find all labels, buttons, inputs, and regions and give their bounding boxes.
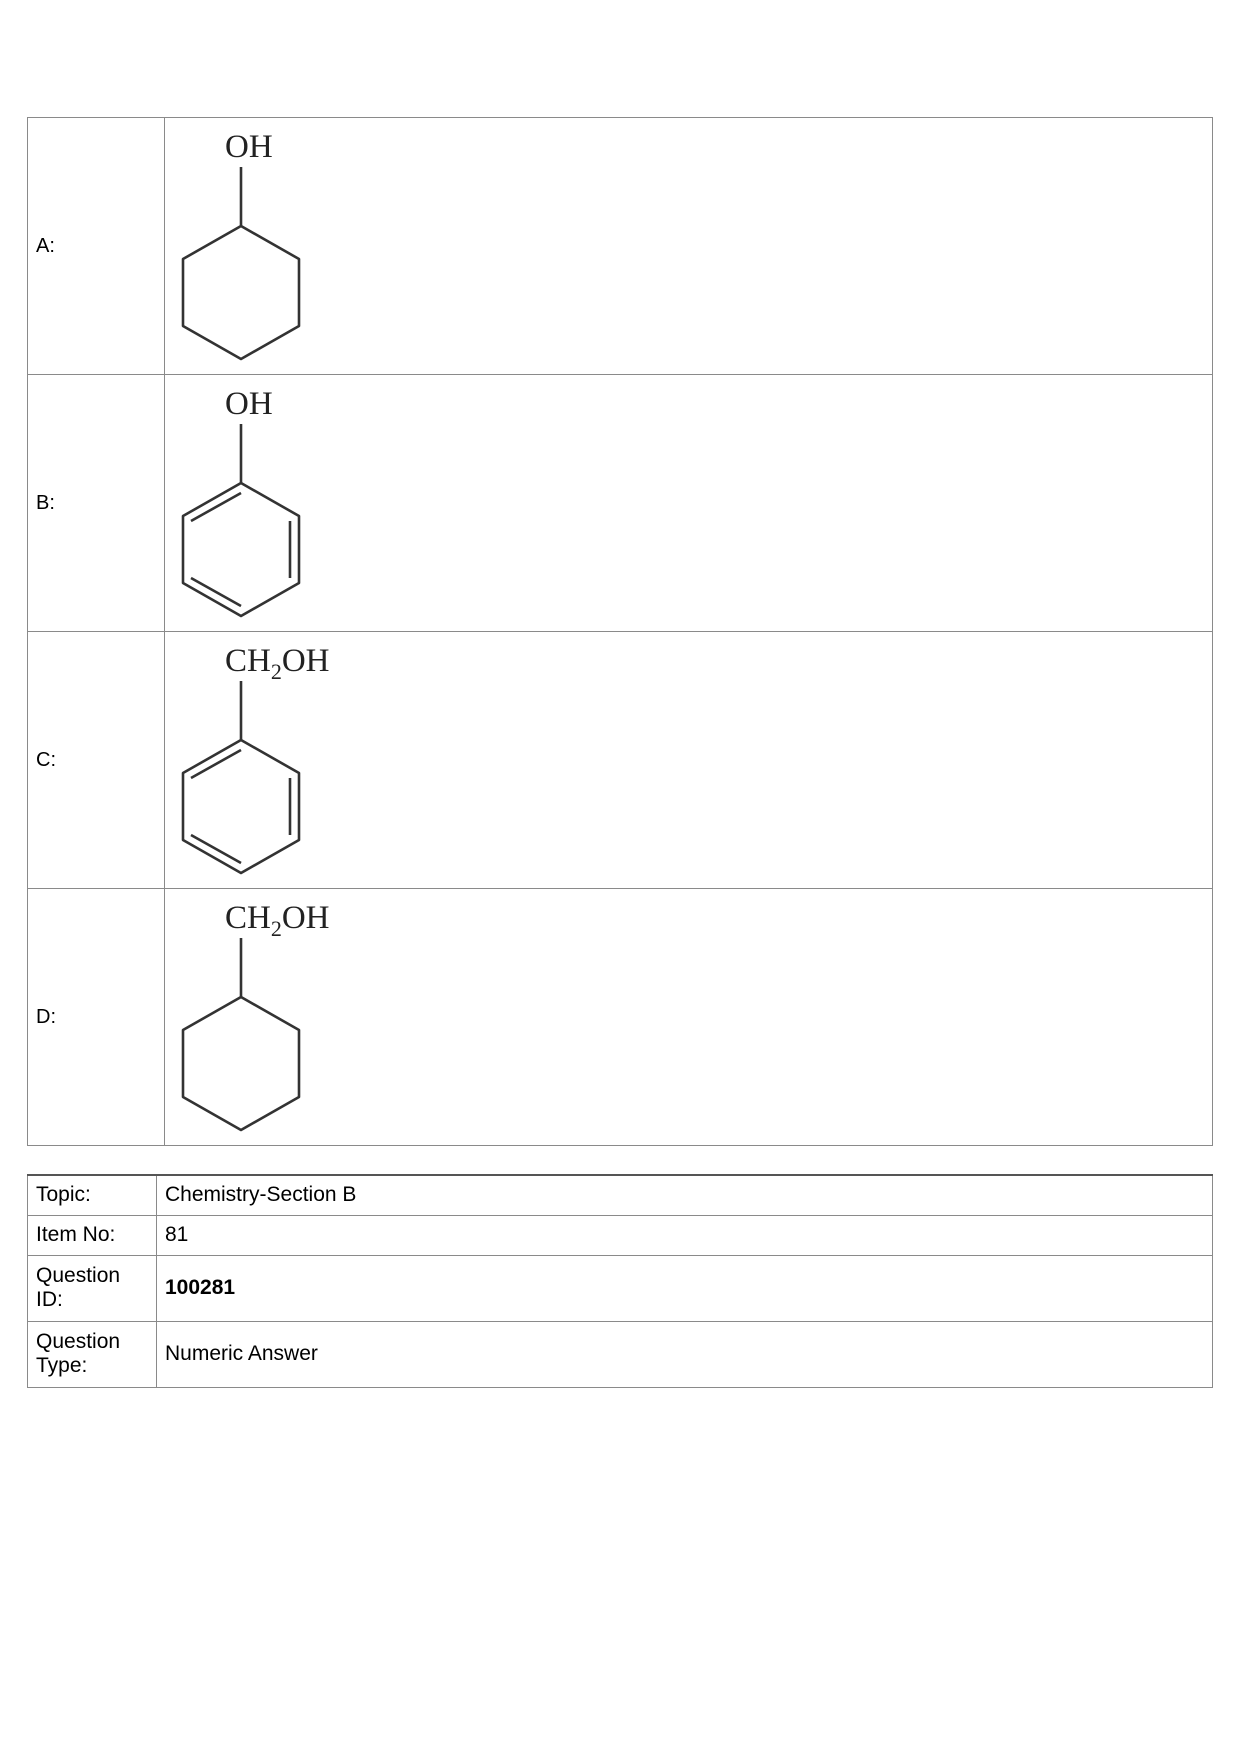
topic-label: Topic:	[28, 1175, 157, 1215]
option-row-a	[28, 118, 1213, 375]
item-no-value: 81	[157, 1215, 1213, 1255]
option-structure-b	[165, 375, 1213, 632]
question-type-label: Question Type:	[28, 1321, 157, 1387]
option-label-a: A:	[28, 118, 165, 375]
cyclohexylmethanol-structure	[165, 890, 1215, 1145]
benzene-ring-icon	[183, 740, 299, 873]
benzyl-alcohol-structure	[165, 633, 1215, 888]
option-label-b: B:	[28, 375, 165, 632]
question-id-value: 100281	[157, 1255, 1213, 1321]
option-structure-c	[165, 632, 1213, 889]
option-label-c: C:	[28, 632, 165, 889]
question-id-label: Question ID:	[28, 1255, 157, 1321]
option-row-d	[28, 889, 1213, 1146]
meta-row-question-type	[28, 1321, 1213, 1387]
meta-row-topic	[28, 1175, 1213, 1215]
group-label-a: OH	[225, 128, 273, 165]
group-label-c: $CH_2OH$	[225, 642, 330, 684]
option-row-b	[28, 375, 1213, 632]
question-type-value: Numeric Answer	[157, 1321, 1213, 1387]
options-table	[27, 117, 1213, 1146]
meta-row-question-id	[28, 1255, 1213, 1321]
cyclohexane-ring-icon	[183, 226, 299, 359]
item-no-label: Item No:	[28, 1215, 157, 1255]
option-structure-d	[165, 889, 1213, 1146]
question-meta-table	[27, 1174, 1213, 1388]
group-label-d: $CH_2OH$	[225, 899, 330, 941]
option-structure-a	[165, 118, 1213, 375]
phenol-structure	[165, 376, 1215, 631]
cyclohexane-ring-icon	[183, 997, 299, 1130]
group-label-b: OH	[225, 385, 273, 422]
topic-value: Chemistry-Section B	[157, 1175, 1213, 1215]
cyclohexanol-structure	[165, 119, 1215, 374]
option-row-c	[28, 632, 1213, 889]
meta-row-item	[28, 1215, 1213, 1255]
option-label-d: D:	[28, 889, 165, 1146]
benzene-ring-icon	[183, 483, 299, 616]
